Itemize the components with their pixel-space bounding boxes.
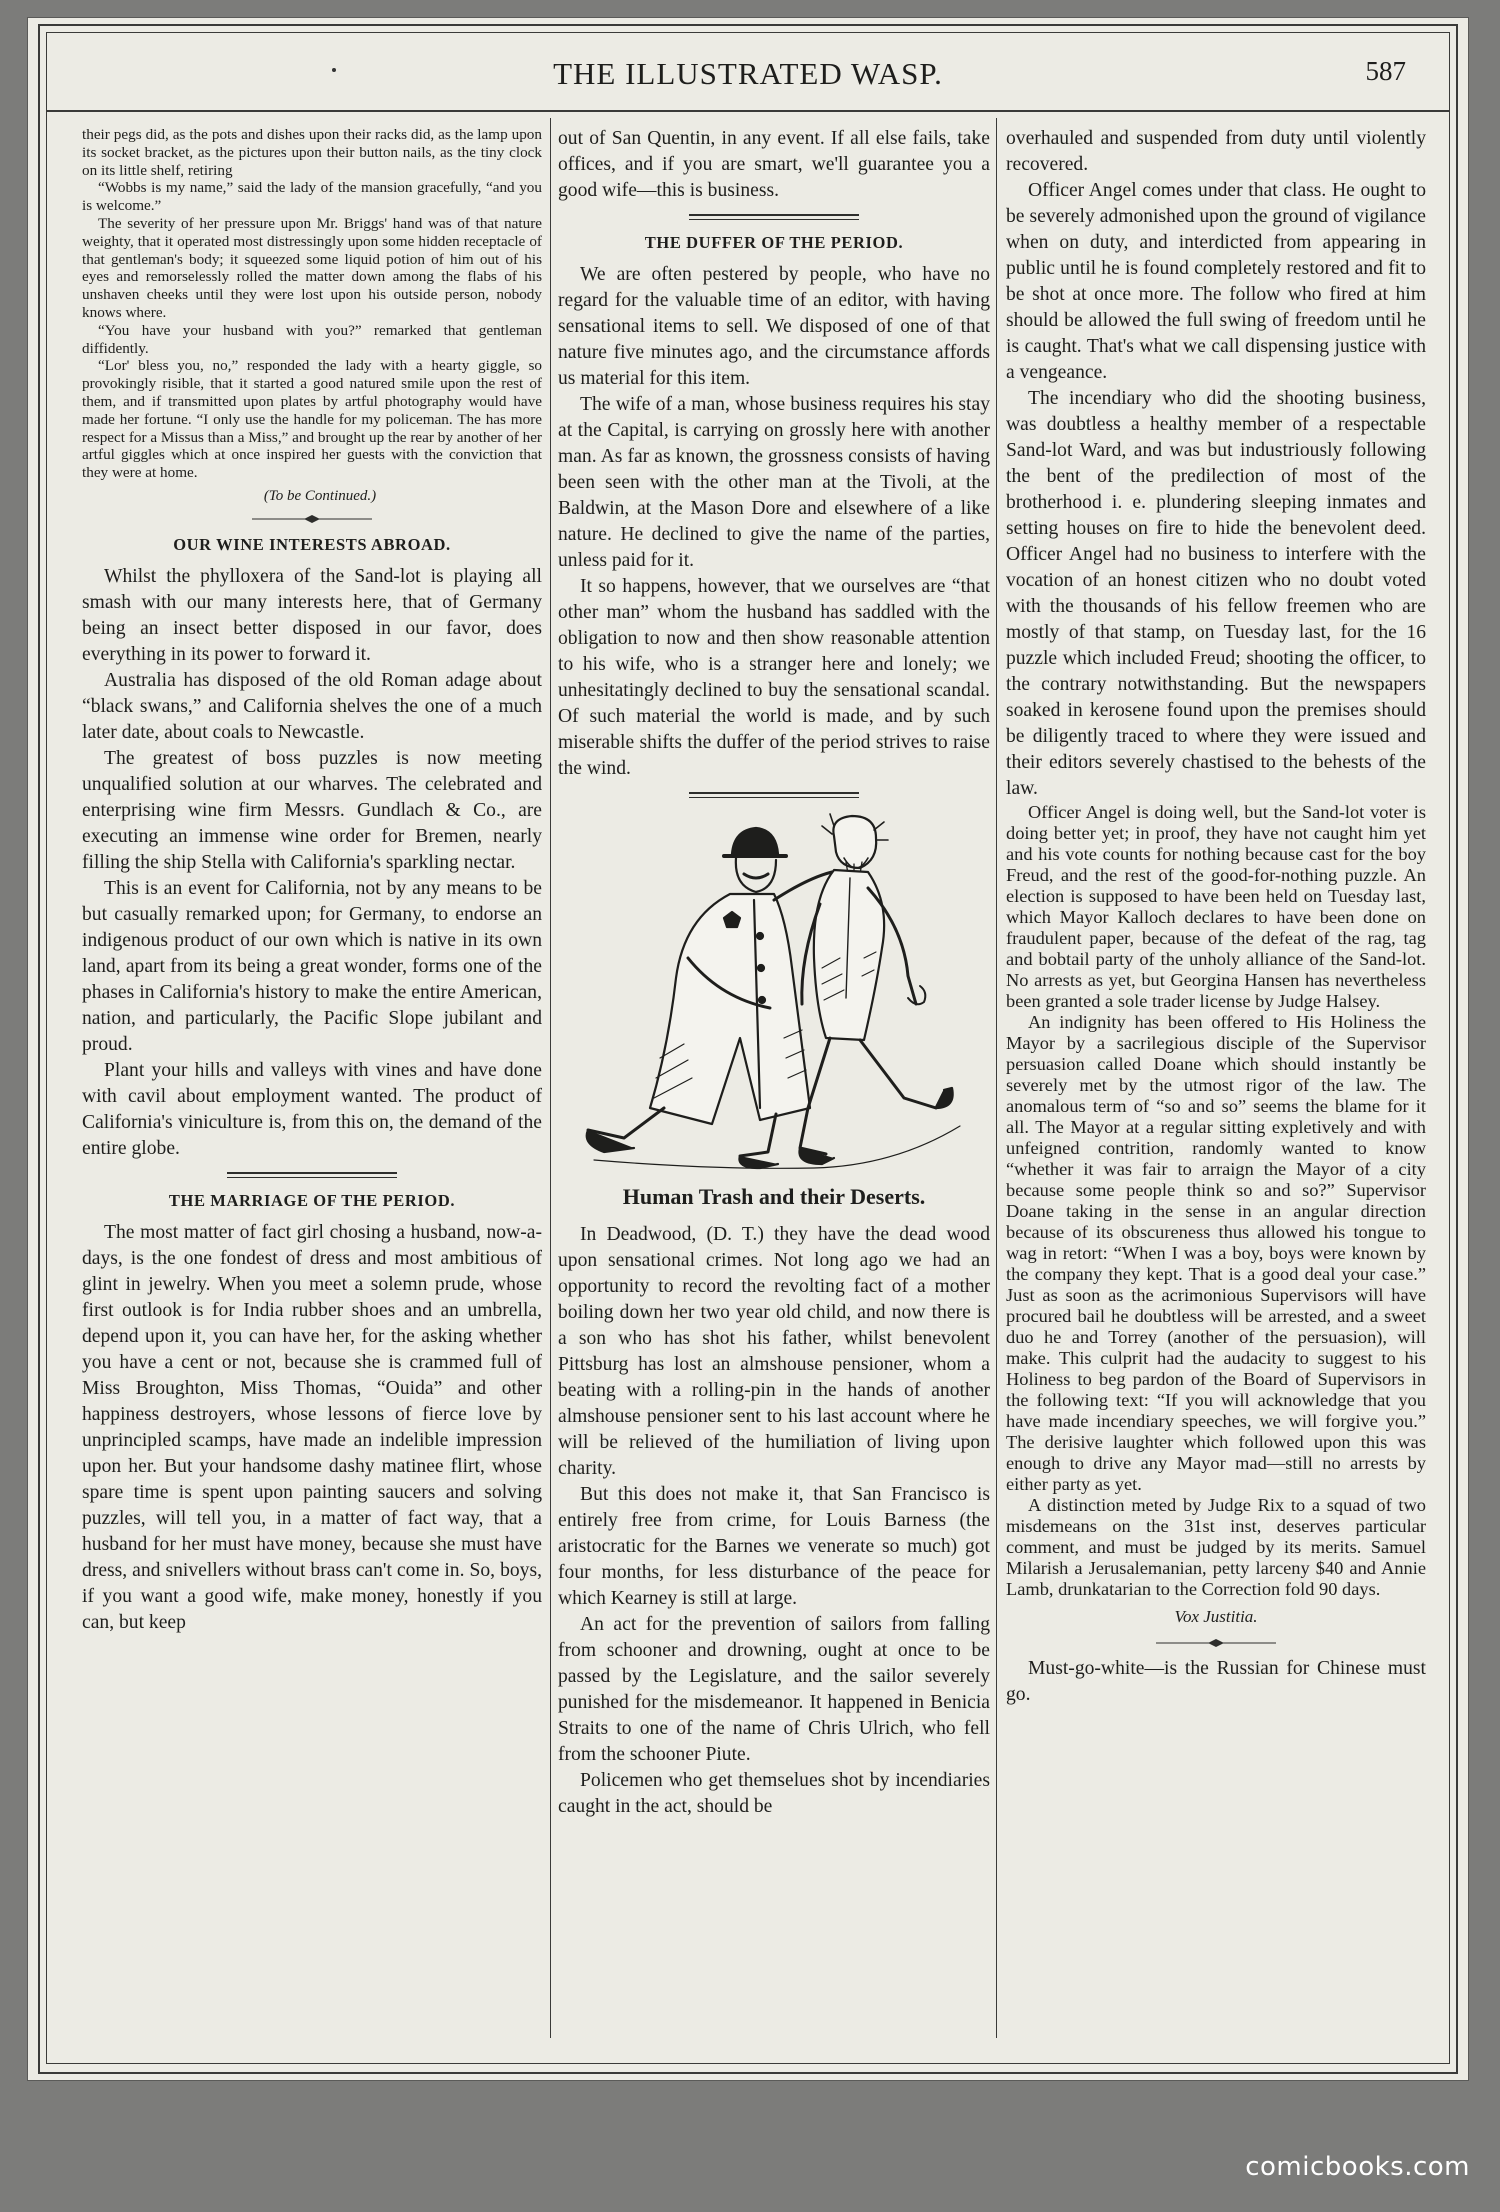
to-be-continued: (To be Continued.) <box>263 487 377 504</box>
column-left <box>82 126 542 2028</box>
paragraph: An indignity has been offered to His Holiness the Mayor by a sacrilegious disciple of the Supervisor persuasion called Doane which should instantly be severely met by the utmost rigor of the law. The anomalous term of “so and so” seems the blame for it all. The Mayor at a regular sitting expletively and with unfeigned contrition, randomly wanted to know “whether it was fair to arraign the Mayor of a city because some people think so and so?” Supervisor Doane taking in the sense in an angular direction because of its obscureness thus allowed his tongue to wag in retort: “When I was a boy, boys were known by the company they kept. That is a good deal your case.” Just as soon as the acrimonious Supervisors will have procured bail he doubtless will be arrested, and a sweet duo he and Torrey (another of the persuasion), will make. This culprit had the audacity to suggest to his Holiness to beg pardon of the Board of Supervisors in the following text: “If you will acknowledge that you have made incendiary speeches, we will forgive you.” The derisive laughter which followed upon this was enough to drive any Mayor mad—still no arrests by either party as yet. <box>1006 1012 1426 1494</box>
double-rule <box>689 214 859 220</box>
paragraph: Must-go-white—is the Russian for Chinese must go. <box>1006 1658 1426 1705</box>
paragraph: The incendiary who did the shooting business, was doubtless a healthy member of a respectable Sand-lot Ward, and was but industriously following the bent of the predilection of most of the brotherhood i. e. plundering sleeping inmates and setting houses on fire to hide the benevolent deed. Officer Angel had no business to interfere with the vocation of an honest citizen who no doubt voted with the thousands of his fellow freemen who are mostly of that stamp, on Tuesday last, for the 16 puzzle which included Freud; shooting the officer, to the contrary notwithstanding. But the newspapers soaked in kerosene found upon the premises should be diligently traced to where they were issued and their editors severely chastised to the behests of the law. <box>1006 388 1426 799</box>
paragraph: A distinction meted by Judge Rix to a squad of two misdemeans on the 31st inst, deserves particular comment, and must be judged by its merits. Samuel Milarish a Jerusalemanian, petty larceny $40 and Annie Lamb, drunkatarian to the Correction fold 90 days. <box>1006 1495 1426 1599</box>
site-watermark: comicbooks.com <box>1245 2152 1470 2182</box>
signature: Vox Justitia. <box>1174 1607 1258 1626</box>
paragraph: Officer Angel is doing well, but the Sand-lot voter is doing better yet; in proof, they have not caught him yet and his vote counts for nothing because cast for the boy Freud, and the rest of the good-for-nothing puzzle. An election is supposed to have been held on Tuesday last, which Mayor Kalloch declares to have been done on fraudulent paper, because of the defeat of the rag, tag and bobtail party of the unholy alliance of the Sand-lot. No arrests as yet, but Georgina Hansen has nevertheless been granted a sole trader license by Judge Halsey. <box>1006 802 1426 1011</box>
column-rule <box>996 118 997 2038</box>
paragraph: “You have your husband with you?” remarked that gentleman diffidently. <box>82 321 542 357</box>
section-heading: THE MARRIAGE OF THE PERIOD. <box>168 1190 456 1210</box>
magazine-page <box>28 18 1468 2080</box>
double-rule <box>227 1172 397 1178</box>
paragraph: We are often pestered by people, who have no regard for the valuable time of an editor, with having sensational items to sell. We disposed of one of that nature five minutes ago, and the circumstance affords us material for this item. <box>558 264 990 389</box>
serial-story <box>82 126 542 506</box>
column-right <box>1006 126 1426 2028</box>
paragraph: their pegs did, as the pots and dishes upon their racks did, as the lamp upon its socket bracket, as the pictures upon their button nails, as the tiny clock on its little shelf, retiring <box>82 126 542 179</box>
header-rule <box>46 110 1450 112</box>
paragraph: The most matter of fact girl chosing a husband, now-a-days, is the one fondest of dress and most ambitious of glint in jewelry. When you meet a solemn prude, whose first outlook is for India rubber shoes and an umbrella, depend upon it, you can have her, for the asking whether you have a cent or not, because she is crammed full of Miss Broughton, Miss Thomas, “Ouida” and other happiness destroyers, whose lessons of fierce love by unprincipled scamps, have made an indelible impression upon her. But your handsome dashy matinee flirt, whose spare time is spent upon painting saucers and solving puzzles, will tell you, in a matter of fact way, that a husband for her must have money, because she must have dress, and snivellers without brass can't come in. So, boys, if you want a good wife, make money, honestly if you can, but keep <box>82 1221 542 1633</box>
paragraph: out of San Quentin, in any event. If all else fails, take offices, and if you are smart, we'll guarantee you a good wife—this is business. <box>558 128 990 201</box>
paragraph: The severity of her pressure upon Mr. Briggs' hand was of that nature weighty, that it operated most distressingly upon some hidden receptacle of that gentleman's body; it squeezed some liquid potion of him out of his eyes and remorselessly rolled the matter down among the flabs of his unshaven cheeks until they were lost upon his outside person, nobody knows where. <box>82 214 542 321</box>
paragraph: Policemen who get themselues shot by incendiaries caught in the act, should be <box>558 1770 990 1817</box>
tight-set-block <box>1006 802 1426 1600</box>
paragraph: This is an event for California, not by any means to be but casually remarked upon; for Germany, to endorse an indigenous product of our own which is native in its own land, apart from its being a great wonder, forms one of the phases in California's history to make the entire American, nation, and particularly, the Pacific Slope jubilant and proud. <box>82 877 542 1055</box>
column-rule <box>550 118 551 2038</box>
paragraph: It so happens, however, that we ourselves are “that other man” whom the husband has saddled with the obligation to now and then show reasonable attention to his wife, who is a stranger here and lonely; we unhesitatingly declined to buy the sensational scandal. Of such material the world is made, and by such miserable shifts the duffer of the period strives to raise the wind. <box>558 576 990 779</box>
paragraph: An act for the prevention of sailors from falling from schooner and drowning, ought at once to be passed by the Legislature, and the sailor severely punished for the misdemeanor. It happened in Benicia Straits to one of the name of Chris Ulrich, who fell from the schooner Piute. <box>558 1614 990 1765</box>
paragraph: Officer Angel comes under that class. He ought to be severely admonished upon the ground of vigilance when on duty, and interdicted from appearing in public until he is found completely restored and fit to be shot at once more. The follow who fired at him should be allowed the full swing of freedom until he is caught. That's what we call dispensing justice with a vengeance. <box>1006 180 1426 383</box>
running-head <box>28 56 1468 102</box>
paragraph: overhauled and suspended from duty until violently recovered. <box>1006 128 1426 175</box>
paragraph: In Deadwood, (D. T.) they have the dead wood upon sensational crimes. Not long ago we had an opportunity to record the revolting fact of a mother boiling down her two year old child, and now there is a son who has shot his father, whilst benevolent Pittsburg has lost an almshouse pensioner, whom a beating with a rolling-pin in the hands of another almshouse pensioner sent to his last account where he will be relieved of the humiliation of living upon charity. <box>558 1224 990 1479</box>
paragraph: But this does not make it, that San Francisco is entirely free from crime, for Louis Barness (the aristocratic for the Barnes we venerate so much) got four months, for less disturbance of the peace for which Kearney is still at large. <box>558 1484 990 1609</box>
section-heading: OUR WINE INTERESTS ABROAD. <box>173 534 451 554</box>
paragraph: The wife of a man, whose business requires his stay at the Capital, is carrying on grossly here with another man. As far as known, the grossness consists of having been seen with the other man at the Tivoli, at the Baldwin, at the Mason Dore and elsewhere of a like nature. He declined to give the name of the parties, unless paid for it. <box>558 394 990 571</box>
column-middle <box>558 126 990 2028</box>
ornamental-divider <box>252 514 372 524</box>
section-heading: THE DUFFER OF THE PERIOD. <box>644 233 904 252</box>
paragraph: “Lor' bless you, no,” responded the lady with a hearty giggle, so provokingly risible, that it started a good natured smile upon the rest of them, and if transmitted upon plates by artful photography would have made her fortune. “I only use the handle for my policeman. The has more respect for a Missus than a Miss,” and brought up the rear by another of her artful giggles which at once inspired her guests with the conviction that they were at home. <box>82 357 542 482</box>
paragraph: Australia has disposed of the old Roman adage about “black swans,” and California shelves the one of a much later date, about coals to Newcastle. <box>82 669 542 743</box>
ornamental-divider <box>1156 1638 1276 1648</box>
double-rule <box>689 792 859 798</box>
paragraph: The greatest of boss puzzles is now meeting unqualified solution at our wharves. The celebrated and enterprising wine firm Messrs. Gundlach & Co., are executing an immense wine order for Bremen, nearly filling the ship Stella with California's sparkling nectar. <box>82 747 542 873</box>
page-number: 587 <box>1365 56 1406 86</box>
magazine-title: THE ILLUSTRATED WASP. <box>553 56 943 91</box>
paragraph: Plant your hills and valleys with vines and have done with cavil about employment wanted. The product of California's viniculture is, from this on, the demand of the entire globe. <box>82 1059 542 1159</box>
paragraph: Whilst the phylloxera of the Sand-lot is playing all smash with our many interests here, that of Germany being an insect better disposed in our favor, does everything in its power to forward it. <box>82 565 542 665</box>
cartoon-caption: Human Trash and their Deserts. <box>622 1184 926 1209</box>
paragraph: “Wobbs is my name,” said the lady of the mansion gracefully, “and you is welcome.” <box>82 179 542 215</box>
policeman-cartoon-illustration <box>564 808 984 1174</box>
